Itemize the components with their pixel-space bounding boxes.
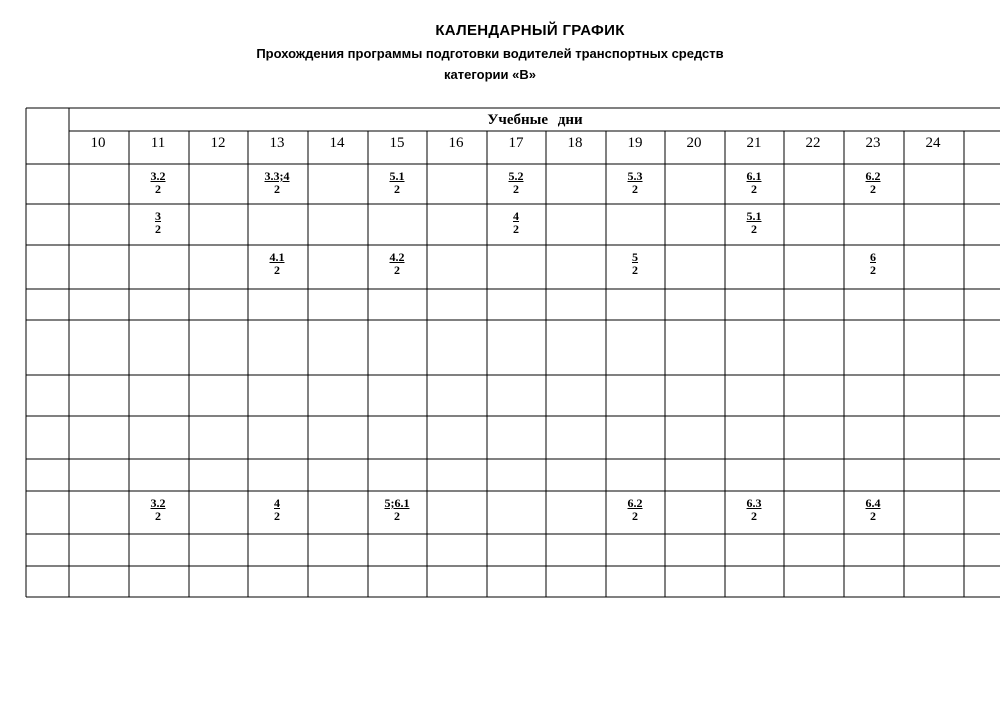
entry-topic: 6.3 bbox=[746, 496, 762, 510]
page-title: КАЛЕНДАРНЫЙ ГРАФИК bbox=[435, 22, 625, 39]
schedule-entry bbox=[844, 170, 902, 196]
entry-hours: 2 bbox=[513, 222, 519, 236]
entry-hours: 2 bbox=[870, 182, 876, 196]
entry-topic: 5.1 bbox=[389, 169, 405, 183]
schedule-entry bbox=[368, 251, 426, 277]
entry-hours: 2 bbox=[155, 182, 161, 196]
entry-hours: 2 bbox=[632, 263, 638, 277]
group-header-study-days: Учебные дни bbox=[487, 112, 583, 128]
day-header-24: 24 bbox=[925, 135, 941, 151]
day-header-15: 15 bbox=[389, 135, 405, 151]
day-header-16: 16 bbox=[448, 135, 464, 151]
entry-topic: 3 bbox=[155, 209, 161, 223]
entry-topic: 6 bbox=[870, 250, 876, 264]
entry-topic: 4 bbox=[513, 209, 519, 223]
entry-topic: 3.2 bbox=[150, 169, 166, 183]
day-header-23: 23 bbox=[865, 135, 881, 151]
schedule-entry bbox=[248, 497, 306, 523]
schedule-entry bbox=[248, 170, 306, 196]
day-header-11: 11 bbox=[150, 135, 166, 151]
page-subtitle: Прохождения программы подготовки водителей транспортных средств bbox=[256, 46, 724, 61]
entry-hours: 2 bbox=[155, 509, 161, 523]
schedule-entry bbox=[487, 210, 545, 236]
day-header-22: 22 bbox=[805, 135, 821, 151]
schedule-entry bbox=[487, 170, 545, 196]
day-header-17: 17 bbox=[508, 135, 524, 151]
day-header-20: 20 bbox=[686, 135, 702, 151]
schedule-entry bbox=[129, 170, 187, 196]
entry-topic: 4.2 bbox=[389, 250, 405, 264]
entry-hours: 2 bbox=[394, 509, 400, 523]
entry-hours: 2 bbox=[870, 509, 876, 523]
entry-topic: 5.2 bbox=[508, 169, 524, 183]
entry-hours: 2 bbox=[751, 222, 757, 236]
entry-topic: 6.2 bbox=[627, 496, 643, 510]
entry-hours: 2 bbox=[751, 509, 757, 523]
entry-hours: 2 bbox=[751, 182, 757, 196]
day-header-21: 21 bbox=[746, 135, 762, 151]
page-subtitle-category: категории «В» bbox=[444, 67, 536, 82]
schedule-entry bbox=[129, 210, 187, 236]
schedule-entry bbox=[844, 251, 902, 277]
schedule-entry bbox=[129, 497, 187, 523]
entry-topic: 5 bbox=[632, 250, 638, 264]
entry-topic: 5;6.1 bbox=[384, 496, 410, 510]
day-header-13: 13 bbox=[269, 135, 285, 151]
schedule-entry bbox=[725, 170, 783, 196]
schedule-entry bbox=[368, 170, 426, 196]
schedule-entry bbox=[606, 170, 664, 196]
day-header-10: 10 bbox=[90, 135, 106, 151]
day-header-14: 14 bbox=[329, 135, 345, 151]
entry-topic: 3.2 bbox=[150, 496, 166, 510]
entry-topic: 4.1 bbox=[269, 250, 285, 264]
entry-hours: 2 bbox=[632, 182, 638, 196]
schedule-entry bbox=[606, 251, 664, 277]
schedule-entry bbox=[725, 210, 783, 236]
schedule-entry bbox=[606, 497, 664, 523]
entry-hours: 2 bbox=[274, 509, 280, 523]
day-header-12: 12 bbox=[210, 135, 226, 151]
day-header-19: 19 bbox=[627, 135, 643, 151]
schedule-entry bbox=[368, 497, 426, 523]
entry-hours: 2 bbox=[394, 182, 400, 196]
entry-topic: 6.1 bbox=[746, 169, 762, 183]
entry-hours: 2 bbox=[274, 182, 280, 196]
entry-hours: 2 bbox=[870, 263, 876, 277]
entry-topic: 6.2 bbox=[865, 169, 881, 183]
schedule-entry bbox=[248, 251, 306, 277]
entry-topic: 4 bbox=[274, 496, 280, 510]
entry-hours: 2 bbox=[394, 263, 400, 277]
entry-hours: 2 bbox=[632, 509, 638, 523]
entry-topic: 5.1 bbox=[746, 209, 762, 223]
entry-hours: 2 bbox=[513, 182, 519, 196]
entry-hours: 2 bbox=[155, 222, 161, 236]
entry-topic: 3.3;4 bbox=[264, 169, 290, 183]
entry-topic: 6.4 bbox=[865, 496, 881, 510]
schedule-entry bbox=[844, 497, 902, 523]
entry-hours: 2 bbox=[274, 263, 280, 277]
schedule-entry bbox=[725, 497, 783, 523]
day-header-18: 18 bbox=[567, 135, 583, 151]
entry-topic: 5.3 bbox=[627, 169, 643, 183]
